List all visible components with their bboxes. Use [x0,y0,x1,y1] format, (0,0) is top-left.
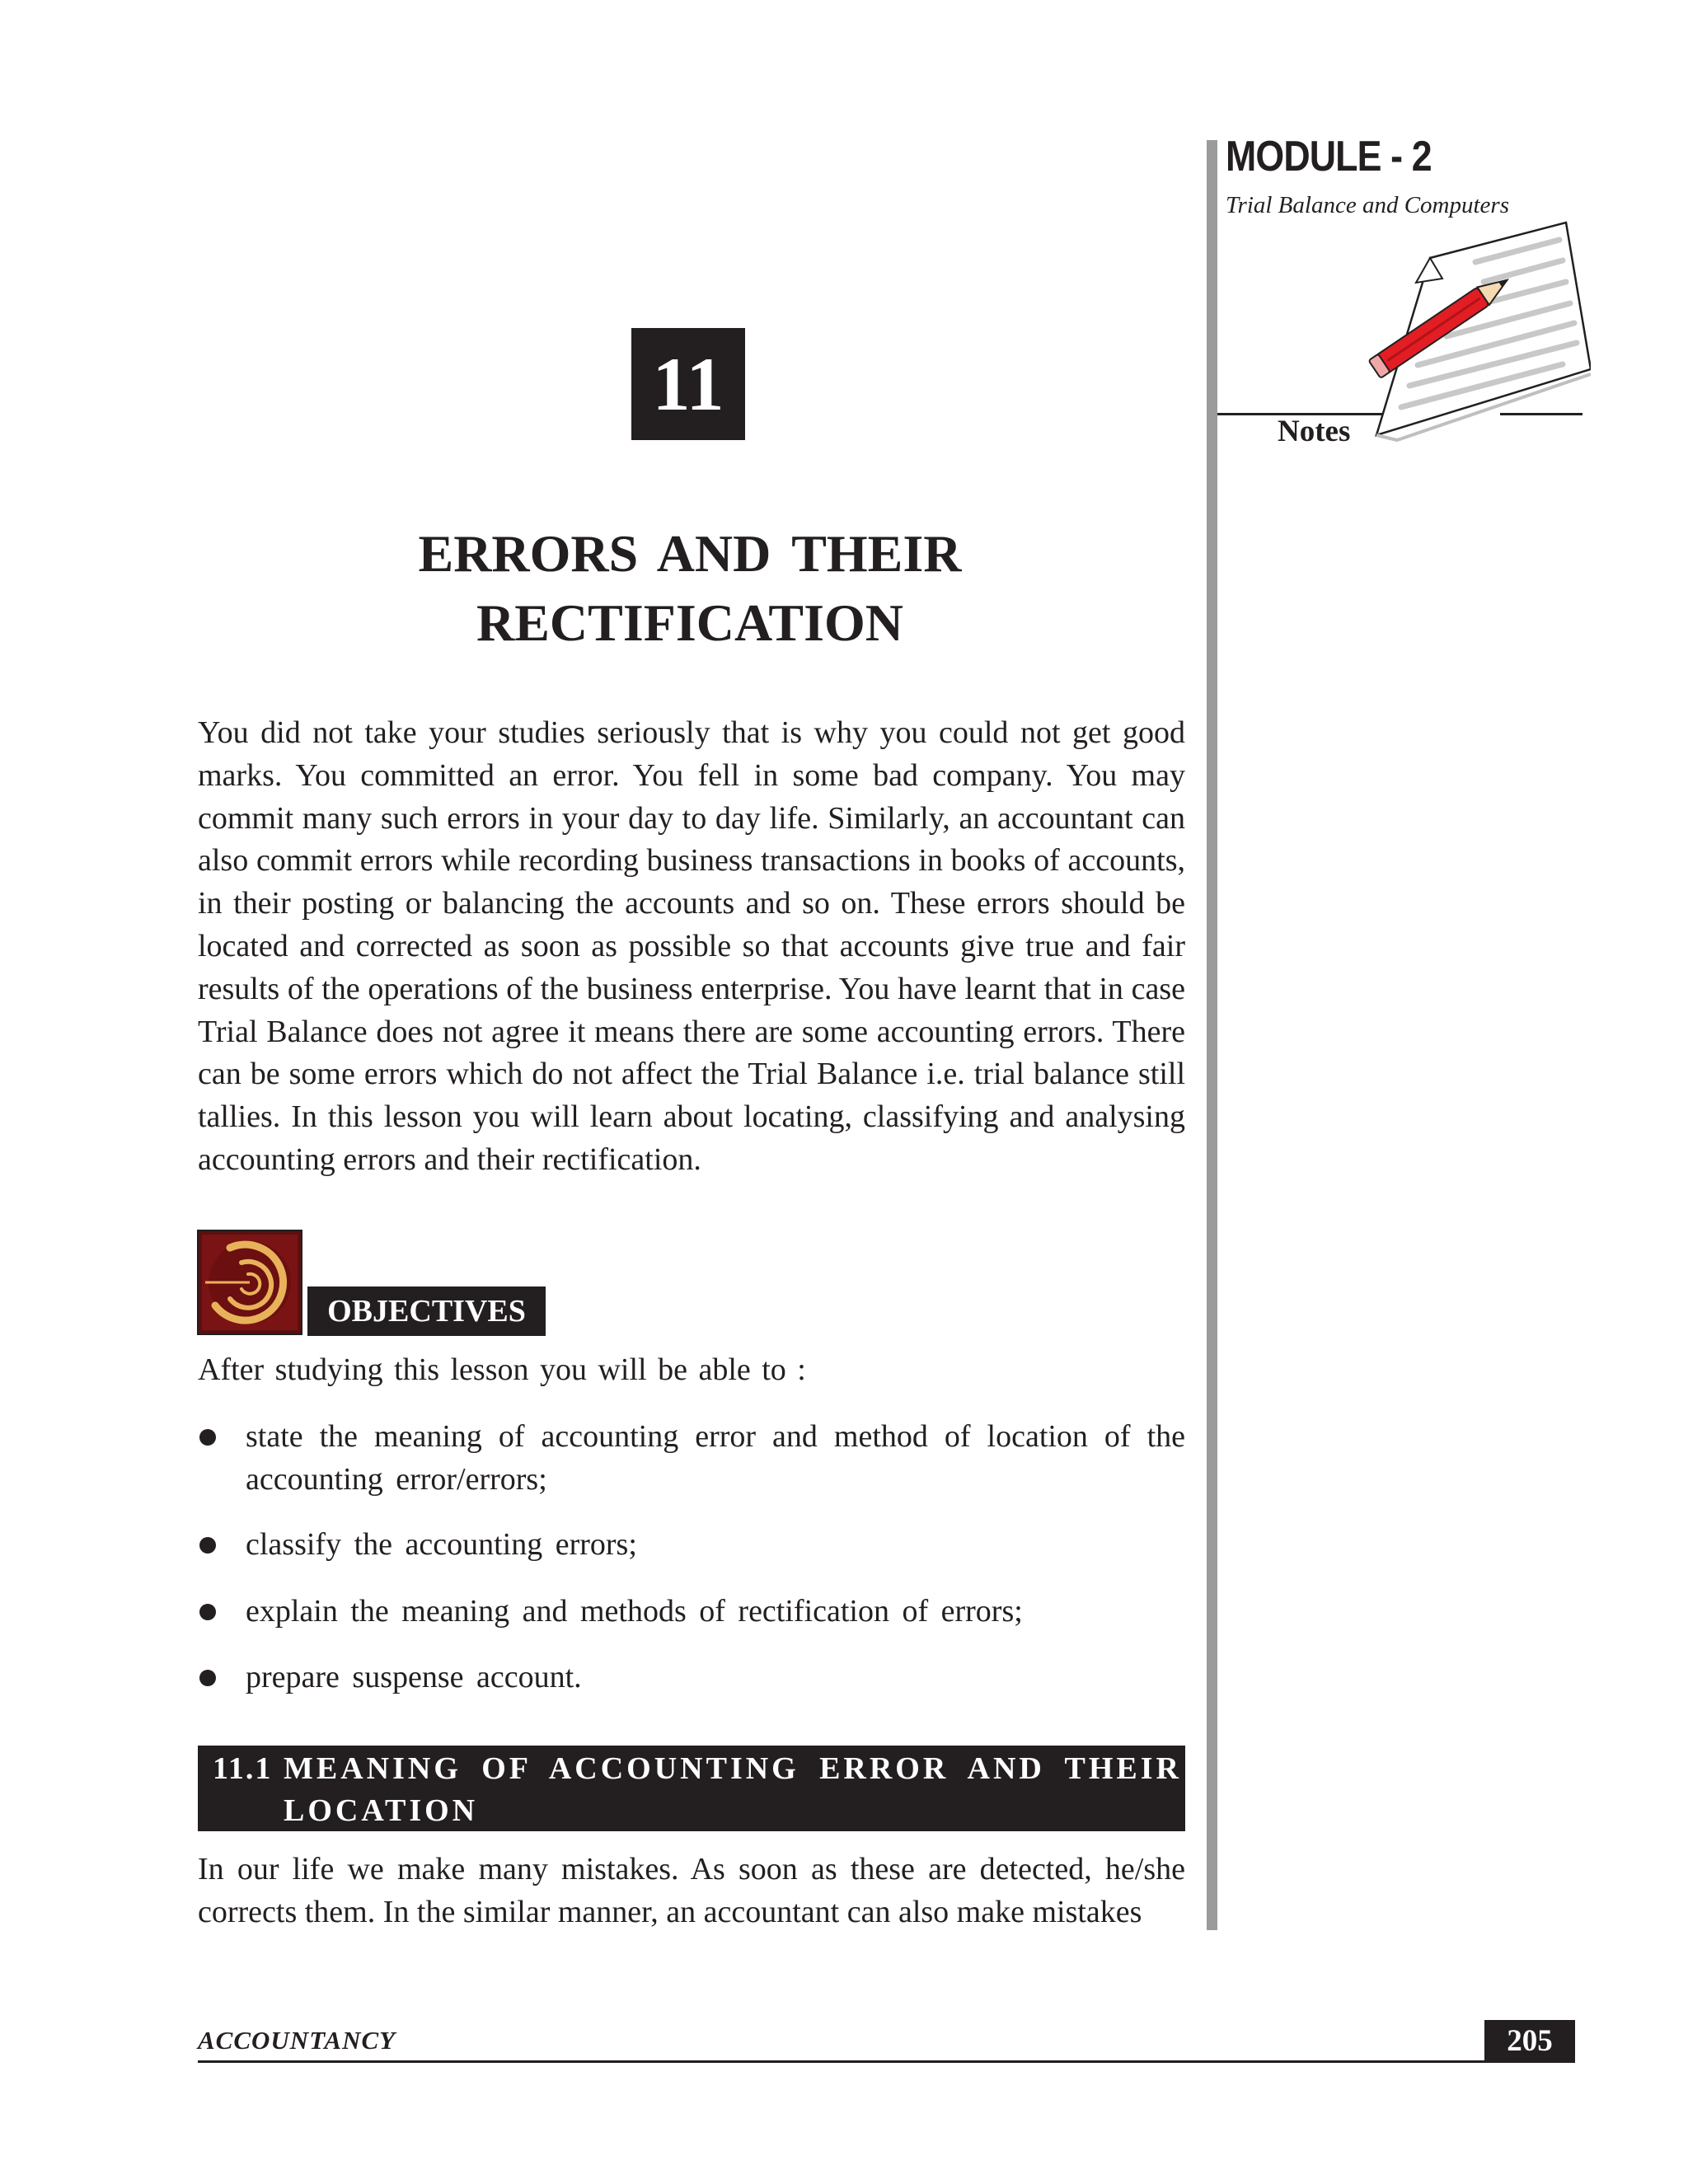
module-subtitle: Trial Balance and Computers [1226,192,1509,218]
objective-text: classify the accounting errors; [246,1527,637,1562]
footer-subject-label: ACCOUNTANCY [198,2026,396,2055]
page-number: 205 [1484,2020,1575,2063]
objective-item [198,1416,1185,1502]
bullet-dot-icon [199,1604,216,1620]
section-title: MEANING OF ACCOUNTING ERROR AND THEIR LOCATION [284,1751,1182,1828]
notes-label: Notes [1278,415,1351,448]
footer-rule [198,2060,1574,2063]
margin-divider [1207,140,1217,1930]
objective-text: state the meaning of accounting error and method of location of the accounting error/errors; [246,1419,1185,1497]
objective-item [198,1657,1185,1699]
bullet-dot-icon [199,1537,216,1554]
bullet-dot-icon [199,1429,216,1446]
chapter-number-badge: 11 [631,328,745,440]
section-number: 11.1 [213,1751,273,1786]
objectives-intro: After studying this lesson you will be able to : [198,1352,806,1387]
objective-item [198,1591,1185,1633]
objective-item [198,1524,1185,1567]
objective-text: prepare suspense account. [246,1660,582,1694]
notepad-pencil-icon [1368,213,1591,452]
intro-paragraph: You did not take your studies seriously that is why you could not get good marks. You committed an error. You fell in some bad company. You may commit many such errors in your day to day life. Similarly, an accountant can also commit errors while recording business transactions in books of accounts, in their posting or balancing the accounts and so on. These errors should be located and corrected as soon as possible so that accounts give true and fair results of the operations of the business enterprise. You have learnt that in case Trial Balance does not agree it means there are some accounting errors. There can be some errors which do not affect the Trial Balance i.e. trial balance still tallies. In this lesson you will learn about locating, classifying and analysing accounting errors and their rectification. [198,715,1185,1177]
section-body-paragraph: In our life we make many mistakes. As soon as these are detected, he/she corrects them. In the similar manner, an accountant can also make mistakes [198,1852,1185,1929]
objective-text: explain the meaning and methods of rectification of errors; [246,1594,1023,1629]
chapter-title: ERRORS AND THEIR RECTIFICATION [418,524,962,652]
objectives-label: OBJECTIVES [307,1286,546,1336]
module-title: MODULE - 2 [1226,133,1432,180]
objectives-target-icon [197,1230,302,1335]
bullet-dot-icon [199,1670,216,1686]
